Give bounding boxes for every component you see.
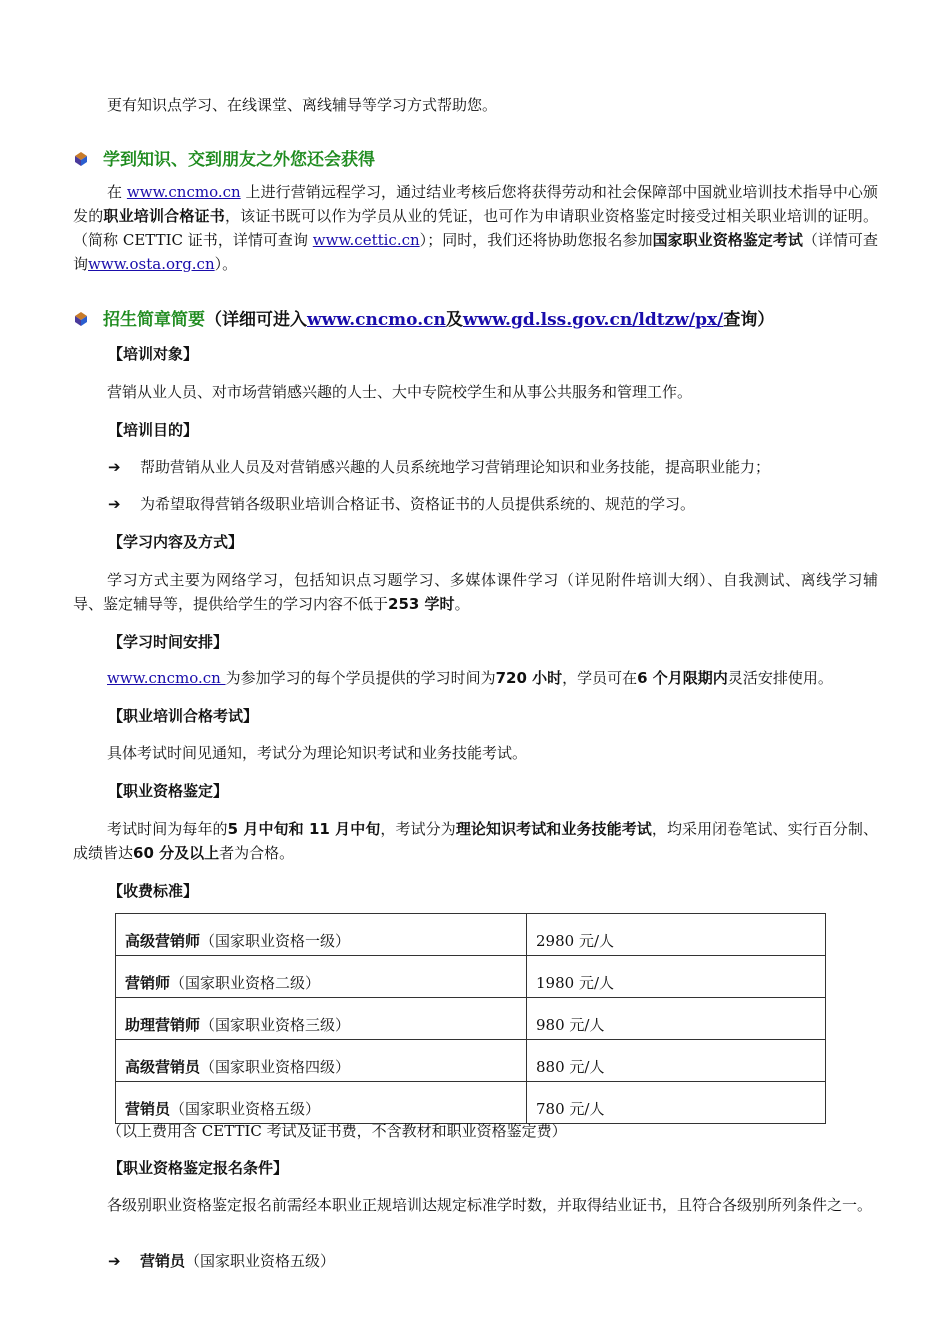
intro-line: 更有知识点学习、在线课堂、离线辅导等学习方式帮助您。 [107,96,498,114]
fee-level-cell [116,1040,527,1082]
fee-level: （国家职业资格一级） [200,932,351,950]
text-span: ，均采用闭卷笔试、实行百分制、成绩皆达 [73,820,878,862]
bold-exam-types: 理论知识考试和业务技能考试 [455,820,652,838]
subheading-fees: 【收费标准】 [108,882,199,900]
text-span: ，学员可在 [562,669,638,687]
benefits-paragraph [73,180,878,276]
fee-name: 营销师 [125,974,171,992]
text-span: ，考试分为 [380,820,456,838]
heading-tail-suffix: 查询） [723,310,775,330]
heading-link-gd[interactable]: www.gd.lss.gov.cn/ldtzw/px/ [462,310,724,330]
heading-link-cncmo[interactable]: www.cncmo.cn [307,310,446,330]
fee-name: 助理营销师 [125,1016,201,1034]
heading-tail-prefix: （详细可进入 [205,310,307,330]
heading-and: 及 [445,310,463,330]
section-heading-text: 学到知识、交到朋友之外您还会获得 [103,150,375,170]
text-span: ）；同时，我们还将协助您报名参加 [419,231,653,249]
fee-name: 高级营销师 [125,932,201,950]
arrow-right-icon: ➔ [108,495,121,513]
fee-level-cell [116,1082,527,1124]
subheading-content: 【学习内容及方式】 [108,533,244,551]
subheading-goal: 【培训目的】 [108,421,199,439]
cube-bullet-icon [73,311,89,327]
condition-level: （国家职业资格五级） [185,1252,336,1270]
table-row [116,1082,826,1124]
text-span: 学习方式主要为网络学习，包括知识点习题学习、多媒体课件学习（详见附件培训大纲）、自我测试、离线学习辅导、鉴定辅导等，提供给学生的学习内容不低于 [73,571,878,613]
link-osta[interactable]: www.osta.org.cn [88,255,215,273]
conditions-paragraph: 各级别职业资格鉴定报名前需经本职业正规培训达规定标准学时数，并取得结业证书，且符合各级别所列条件之一。 [107,1196,873,1214]
bold-exam: 国家职业资格鉴定考试 [652,231,803,249]
goal-item-text: 帮助营销从业人员及对营销感兴趣的人员系统地学习营销理论知识和业务技能，提高职业能力； [140,458,771,476]
text-span: ，该证书既可以作为学员从业的凭证，也可作为申请职业资格鉴定时接受过相关职业培训的证明。（简称 CETTIC 证书，详情可查询 [73,207,878,249]
cube-bullet-icon [73,151,89,167]
goal-item-1 [108,456,770,477]
section-heading-brochure [73,305,774,330]
link-cettic[interactable]: www.cettic.cn [312,231,420,249]
bold-cert: 职业培训合格证书 [103,207,225,225]
conditions-item-1 [108,1250,335,1271]
table-row [116,914,826,956]
fee-price-cell: 1980 元/人 [527,956,826,998]
subheading-target: 【培训对象】 [108,345,199,363]
fee-name: 高级营销员 [125,1058,201,1076]
goal-item-2 [108,493,695,514]
subheading-appraisal: 【职业资格鉴定】 [108,782,229,800]
text-span: 为参加学习的每个学员提供的学习时间为 [225,669,496,687]
text-span: 在 [107,183,123,201]
content-paragraph [73,568,878,616]
text-span: 者为合格。 [219,844,295,862]
arrow-right-icon: ➔ [108,1252,121,1270]
table-row [116,1040,826,1082]
fee-name: 营销员 [125,1100,171,1118]
bold-hours-720: 720 小时 [495,669,563,687]
fee-price-cell: 980 元/人 [527,998,826,1040]
fee-level-cell [116,956,527,998]
fee-level-cell [116,998,527,1040]
link-cncmo-schedule[interactable]: www.cncmo.cn [107,669,226,687]
fee-level-cell [116,914,527,956]
schedule-text [107,667,833,688]
subheading-conditions: 【职业资格鉴定报名条件】 [108,1159,289,1177]
text-span: ）。 [214,255,238,273]
fees-note: （以上费用含 CETTIC 考试及证书费，不含教材和职业资格鉴定费） [107,1122,567,1140]
table-row [116,998,826,1040]
table-row [116,956,826,998]
bold-6-months: 6 个月限期内 [637,669,728,687]
text-span: 考试时间为每年的 [107,820,228,838]
bold-hours: 253 学时 [388,595,455,613]
subheading-training-exam: 【职业培训合格考试】 [108,707,259,725]
condition-name: 营销员 [140,1252,186,1270]
bold-pass-score: 60 分及以上 [133,844,220,862]
appraisal-paragraph [73,817,878,865]
fee-price-cell: 880 元/人 [527,1040,826,1082]
fee-price-cell: 2980 元/人 [527,914,826,956]
arrow-right-icon: ➔ [108,458,121,476]
bold-dates: 5 月中旬和 11 月中旬 [227,820,381,838]
text-span: 。 [454,595,470,613]
subheading-schedule: 【学习时间安排】 [108,633,229,651]
text-span: 灵活安排使用。 [727,669,833,687]
training-exam-text: 具体考试时间见通知，考试分为理论知识考试和业务技能考试。 [107,744,528,762]
text-span: 上进行营销远程学习，通过结业考核后您将获得劳动和社会保障部中国就业培训技术指导中心颁发的 [73,183,878,225]
section-heading-benefits [73,145,375,170]
fee-level: （国家职业资格四级） [200,1058,351,1076]
link-cncmo[interactable]: www.cncmo.cn [126,183,241,201]
goal-item-text: 为希望取得营销各级职业培训合格证书、资格证书的人员提供系统的、规范的学习。 [140,495,696,513]
section-heading-text: 招生简章简要 [103,310,205,330]
fees-table [115,913,826,1124]
fee-level: （国家职业资格三级） [200,1016,351,1034]
fee-level: （国家职业资格五级） [170,1100,321,1118]
target-text: 营销从业人员、对市场营销感兴趣的人士、大中专院校学生和从事公共服务和管理工作。 [107,383,693,401]
text-span: （详情可查询 [73,231,878,273]
fee-price-cell: 780 元/人 [527,1082,826,1124]
fee-level: （国家职业资格二级） [170,974,321,992]
